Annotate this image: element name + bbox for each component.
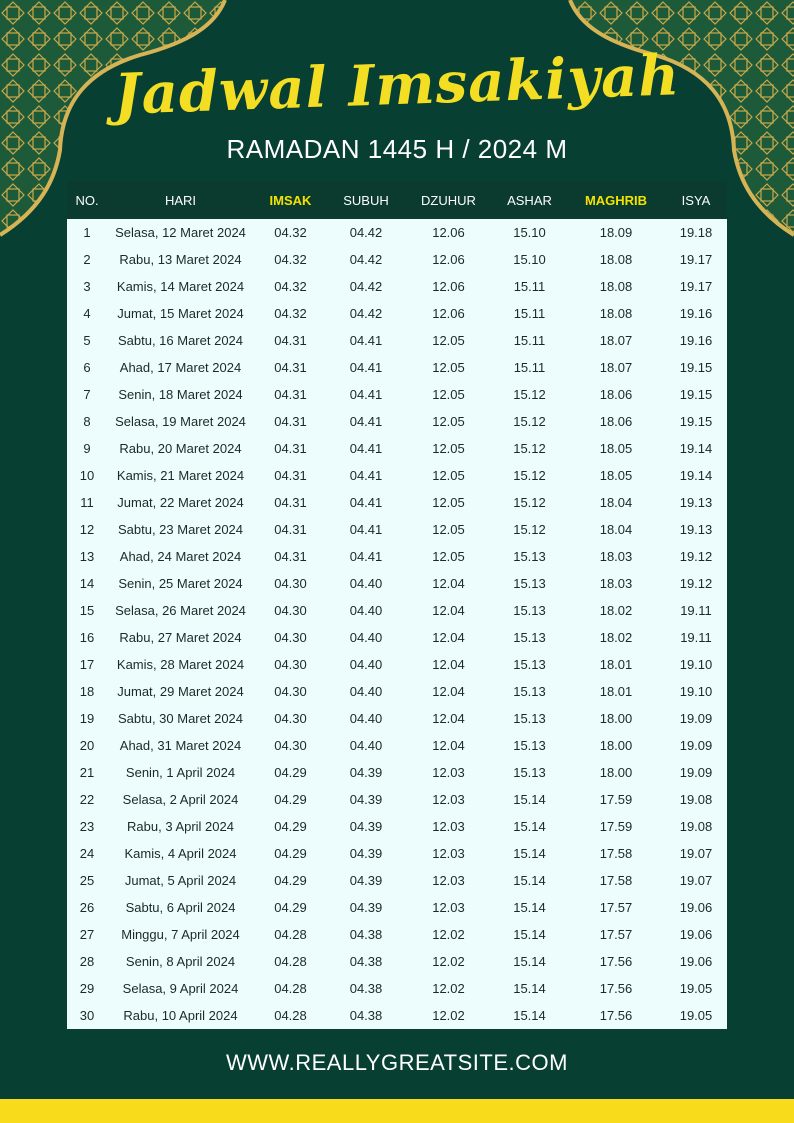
cell-no: 3 bbox=[83, 279, 91, 294]
cell-maghrib: 17.57 bbox=[599, 900, 633, 915]
cell-hari: Selasa, 2 April 2024 bbox=[122, 792, 239, 807]
cell-ashar: 15.12 bbox=[513, 414, 546, 429]
cell-imsak: 04.31 bbox=[274, 414, 307, 429]
cell-maghrib: 17.56 bbox=[599, 1008, 633, 1023]
cell-dzuhur: 12.05 bbox=[432, 441, 465, 456]
cell-subuh: 04.41 bbox=[349, 468, 383, 483]
cell-maghrib: 17.56 bbox=[599, 954, 633, 969]
cell-hari: Rabu, 20 Maret 2024 bbox=[119, 441, 242, 456]
cell-imsak: 04.31 bbox=[274, 495, 307, 510]
cell-imsak: 04.28 bbox=[274, 1008, 307, 1023]
cell-hari: Senin, 18 Maret 2024 bbox=[118, 387, 243, 402]
cell-dzuhur: 12.04 bbox=[432, 576, 465, 591]
cell-imsak: 04.30 bbox=[274, 603, 307, 618]
cell-hari: Rabu, 27 Maret 2024 bbox=[119, 630, 242, 645]
cell-dzuhur: 12.03 bbox=[432, 873, 465, 888]
cell-no: 30 bbox=[79, 1008, 95, 1023]
table-row bbox=[67, 975, 727, 1002]
cell-hari: Ahad, 24 Maret 2024 bbox=[119, 549, 242, 564]
column-header-hari: HARI bbox=[164, 192, 197, 208]
cell-isya: 19.13 bbox=[679, 522, 713, 537]
cell-isya: 19.16 bbox=[679, 306, 713, 321]
cell-ashar: 15.13 bbox=[513, 549, 546, 564]
cell-no: 28 bbox=[79, 954, 95, 969]
column-header-isya: ISYA bbox=[681, 192, 711, 208]
cell-subuh: 04.40 bbox=[349, 738, 383, 753]
website-url: WWW.REALLYGREATSITE.COM bbox=[226, 1050, 568, 1075]
cell-hari: Sabtu, 16 Maret 2024 bbox=[117, 333, 244, 348]
cell-hari: Senin, 25 Maret 2024 bbox=[118, 576, 243, 591]
table-row bbox=[67, 327, 727, 354]
cell-isya: 19.06 bbox=[679, 927, 713, 942]
table-row bbox=[67, 462, 727, 489]
cell-maghrib: 18.04 bbox=[599, 522, 633, 537]
cell-no: 13 bbox=[79, 549, 95, 564]
cell-isya: 19.17 bbox=[679, 279, 713, 294]
column-header-no: NO. bbox=[75, 192, 99, 208]
cell-dzuhur: 12.05 bbox=[432, 522, 465, 537]
cell-no: 25 bbox=[79, 873, 95, 888]
cell-isya: 19.10 bbox=[679, 684, 713, 699]
cell-ashar: 15.13 bbox=[513, 738, 546, 753]
cell-ashar: 15.13 bbox=[513, 765, 546, 780]
cell-dzuhur: 12.06 bbox=[432, 252, 465, 267]
cell-ashar: 15.12 bbox=[513, 522, 546, 537]
cell-subuh: 04.41 bbox=[349, 522, 383, 537]
cell-isya: 19.14 bbox=[679, 468, 713, 483]
cell-imsak: 04.32 bbox=[274, 279, 307, 294]
schedule-table-container bbox=[67, 181, 727, 1029]
table-row bbox=[67, 867, 727, 894]
cell-hari: Minggu, 7 April 2024 bbox=[121, 927, 240, 942]
cell-ashar: 15.13 bbox=[513, 711, 546, 726]
cell-hari: Jumat, 22 Maret 2024 bbox=[117, 495, 244, 510]
cell-subuh: 04.41 bbox=[349, 387, 383, 402]
cell-no: 22 bbox=[79, 792, 95, 807]
cell-imsak: 04.30 bbox=[274, 684, 307, 699]
cell-dzuhur: 12.04 bbox=[432, 684, 465, 699]
cell-imsak: 04.29 bbox=[274, 819, 307, 834]
cell-no: 5 bbox=[83, 333, 91, 348]
cell-imsak: 04.30 bbox=[274, 657, 307, 672]
cell-hari: Jumat, 15 Maret 2024 bbox=[117, 306, 244, 321]
cell-isya: 19.12 bbox=[679, 549, 713, 564]
cell-dzuhur: 12.05 bbox=[432, 549, 465, 564]
cell-imsak: 04.29 bbox=[274, 900, 307, 915]
cell-isya: 19.07 bbox=[679, 846, 713, 861]
table-row bbox=[67, 543, 727, 570]
table-row bbox=[67, 759, 727, 786]
cell-dzuhur: 12.04 bbox=[432, 603, 465, 618]
cell-hari: Rabu, 13 Maret 2024 bbox=[119, 252, 242, 267]
cell-isya: 19.15 bbox=[679, 414, 713, 429]
cell-subuh: 04.41 bbox=[349, 414, 383, 429]
cell-maghrib: 18.07 bbox=[599, 360, 633, 375]
cell-dzuhur: 12.04 bbox=[432, 630, 465, 645]
cell-isya: 19.14 bbox=[679, 441, 713, 456]
cell-ashar: 15.14 bbox=[513, 900, 546, 915]
cell-maghrib: 17.59 bbox=[599, 819, 633, 834]
cell-imsak: 04.29 bbox=[274, 846, 307, 861]
table-row bbox=[67, 894, 727, 921]
cell-subuh: 04.40 bbox=[349, 603, 383, 618]
cell-no: 2 bbox=[83, 252, 91, 267]
cell-subuh: 04.40 bbox=[349, 630, 383, 645]
table-row bbox=[67, 408, 727, 435]
cell-isya: 19.17 bbox=[679, 252, 713, 267]
cell-no: 6 bbox=[83, 360, 91, 375]
cell-dzuhur: 12.06 bbox=[432, 306, 465, 321]
cell-subuh: 04.42 bbox=[349, 225, 383, 240]
cell-subuh: 04.38 bbox=[349, 1008, 383, 1023]
cell-maghrib: 17.57 bbox=[599, 927, 633, 942]
table-row bbox=[67, 273, 727, 300]
column-header-ashar: ASHAR bbox=[507, 192, 552, 208]
cell-no: 20 bbox=[79, 738, 95, 753]
cell-no: 15 bbox=[79, 603, 95, 618]
cell-dzuhur: 12.06 bbox=[432, 225, 465, 240]
cell-dzuhur: 12.05 bbox=[432, 360, 465, 375]
cell-dzuhur: 12.04 bbox=[432, 738, 465, 753]
cell-imsak: 04.28 bbox=[274, 954, 307, 969]
cell-dzuhur: 12.06 bbox=[432, 279, 465, 294]
cell-hari: Selasa, 19 Maret 2024 bbox=[115, 414, 246, 429]
cell-dzuhur: 12.04 bbox=[432, 711, 465, 726]
cell-dzuhur: 12.02 bbox=[432, 1008, 465, 1023]
table-row bbox=[67, 948, 727, 975]
cell-no: 27 bbox=[79, 927, 95, 942]
cell-imsak: 04.30 bbox=[274, 630, 307, 645]
cell-ashar: 15.14 bbox=[513, 1008, 546, 1023]
cell-imsak: 04.29 bbox=[274, 792, 307, 807]
cell-ashar: 15.12 bbox=[513, 441, 546, 456]
cell-hari: Rabu, 3 April 2024 bbox=[127, 819, 234, 834]
cell-subuh: 04.42 bbox=[349, 252, 383, 267]
cell-dzuhur: 12.02 bbox=[432, 954, 465, 969]
cell-maghrib: 18.03 bbox=[599, 576, 633, 591]
cell-hari: Selasa, 12 Maret 2024 bbox=[115, 225, 246, 240]
cell-isya: 19.05 bbox=[679, 981, 713, 996]
cell-subuh: 04.39 bbox=[349, 819, 383, 834]
cell-isya: 19.08 bbox=[679, 819, 713, 834]
cell-dzuhur: 12.05 bbox=[432, 387, 465, 402]
cell-isya: 19.15 bbox=[679, 387, 713, 402]
cell-no: 7 bbox=[83, 387, 91, 402]
cell-imsak: 04.28 bbox=[274, 981, 307, 996]
cell-ashar: 15.14 bbox=[513, 819, 546, 834]
cell-maghrib: 18.04 bbox=[599, 495, 633, 510]
cell-maghrib: 18.07 bbox=[599, 333, 633, 348]
table-row bbox=[67, 813, 727, 840]
cell-hari: Senin, 1 April 2024 bbox=[125, 765, 236, 780]
cell-no: 24 bbox=[79, 846, 95, 861]
cell-maghrib: 17.58 bbox=[599, 846, 633, 861]
cell-subuh: 04.41 bbox=[349, 495, 383, 510]
cell-ashar: 15.13 bbox=[513, 657, 546, 672]
cell-ashar: 15.14 bbox=[513, 792, 546, 807]
cell-dzuhur: 12.05 bbox=[432, 333, 465, 348]
cell-hari: Sabtu, 6 April 2024 bbox=[125, 900, 236, 915]
cell-maghrib: 18.01 bbox=[599, 657, 633, 672]
cell-dzuhur: 12.04 bbox=[432, 657, 465, 672]
table-row bbox=[67, 921, 727, 948]
cell-maghrib: 18.05 bbox=[599, 468, 633, 483]
cell-hari: Rabu, 10 April 2024 bbox=[123, 1008, 238, 1023]
cell-subuh: 04.41 bbox=[349, 360, 383, 375]
cell-no: 26 bbox=[79, 900, 95, 915]
cell-imsak: 04.31 bbox=[274, 360, 307, 375]
cell-subuh: 04.38 bbox=[349, 927, 383, 942]
cell-subuh: 04.39 bbox=[349, 900, 383, 915]
cell-imsak: 04.31 bbox=[274, 549, 307, 564]
cell-maghrib: 18.08 bbox=[599, 306, 633, 321]
cell-isya: 19.16 bbox=[679, 333, 713, 348]
cell-hari: Ahad, 17 Maret 2024 bbox=[119, 360, 242, 375]
page-subtitle: RAMADAN 1445 H / 2024 M bbox=[226, 134, 568, 164]
table-row bbox=[67, 651, 727, 678]
cell-dzuhur: 12.05 bbox=[432, 495, 465, 510]
page-title: Jadwal Imsakiyah bbox=[112, 42, 682, 128]
cell-no: 23 bbox=[79, 819, 95, 834]
cell-isya: 19.07 bbox=[679, 873, 713, 888]
column-header-maghrib: MAGHRIB bbox=[584, 192, 648, 208]
cell-no: 10 bbox=[79, 468, 95, 483]
cell-ashar: 15.11 bbox=[513, 306, 546, 321]
table-row bbox=[67, 381, 727, 408]
cell-imsak: 04.30 bbox=[274, 711, 307, 726]
cell-dzuhur: 12.02 bbox=[432, 981, 465, 996]
cell-maghrib: 18.02 bbox=[599, 603, 633, 618]
cell-maghrib: 18.05 bbox=[599, 441, 633, 456]
cell-no: 19 bbox=[79, 711, 95, 726]
cell-hari: Selasa, 9 April 2024 bbox=[122, 981, 239, 996]
cell-maghrib: 17.56 bbox=[599, 981, 633, 996]
cell-maghrib: 18.02 bbox=[599, 630, 633, 645]
cell-hari: Kamis, 28 Maret 2024 bbox=[116, 657, 245, 672]
cell-ashar: 15.13 bbox=[513, 576, 546, 591]
cell-isya: 19.18 bbox=[679, 225, 713, 240]
cell-dzuhur: 12.03 bbox=[432, 792, 465, 807]
cell-maghrib: 18.06 bbox=[599, 414, 633, 429]
cell-maghrib: 18.08 bbox=[599, 279, 633, 294]
cell-isya: 19.09 bbox=[679, 765, 713, 780]
cell-isya: 19.08 bbox=[679, 792, 713, 807]
cell-isya: 19.11 bbox=[680, 603, 712, 618]
cell-ashar: 15.12 bbox=[513, 495, 546, 510]
table-row bbox=[67, 786, 727, 813]
cell-subuh: 04.39 bbox=[349, 765, 383, 780]
cell-hari: Jumat, 5 April 2024 bbox=[124, 873, 237, 888]
table-row bbox=[67, 219, 727, 246]
cell-maghrib: 17.58 bbox=[599, 873, 633, 888]
table-row bbox=[67, 840, 727, 867]
column-header-imsak: IMSAK bbox=[269, 192, 312, 208]
cell-isya: 19.15 bbox=[679, 360, 713, 375]
cell-isya: 19.09 bbox=[679, 711, 713, 726]
column-header-dzuhur: DZUHUR bbox=[421, 192, 476, 208]
cell-hari: Kamis, 21 Maret 2024 bbox=[116, 468, 245, 483]
table-row bbox=[67, 246, 727, 273]
cell-subuh: 04.40 bbox=[349, 684, 383, 699]
cell-isya: 19.05 bbox=[679, 1008, 713, 1023]
cell-ashar: 15.11 bbox=[513, 333, 546, 348]
table-row bbox=[67, 516, 727, 543]
table-row bbox=[67, 1002, 727, 1029]
cell-isya: 19.11 bbox=[680, 630, 712, 645]
cell-imsak: 04.32 bbox=[274, 306, 307, 321]
table-header-row bbox=[67, 181, 727, 219]
cell-ashar: 15.11 bbox=[513, 360, 546, 375]
cell-imsak: 04.32 bbox=[274, 252, 307, 267]
cell-imsak: 04.31 bbox=[274, 522, 307, 537]
table-row bbox=[67, 705, 727, 732]
cell-imsak: 04.30 bbox=[274, 738, 307, 753]
cell-ashar: 15.12 bbox=[513, 468, 546, 483]
cell-subuh: 04.38 bbox=[349, 981, 383, 996]
cell-hari: Kamis, 4 April 2024 bbox=[124, 846, 237, 861]
cell-ashar: 15.14 bbox=[513, 846, 546, 861]
cell-imsak: 04.28 bbox=[274, 927, 307, 942]
cell-imsak: 04.31 bbox=[274, 333, 307, 348]
cell-no: 18 bbox=[79, 684, 95, 699]
cell-subuh: 04.42 bbox=[349, 279, 383, 294]
table-row bbox=[67, 570, 727, 597]
cell-maghrib: 18.00 bbox=[599, 738, 633, 753]
cell-imsak: 04.32 bbox=[274, 225, 307, 240]
table-row bbox=[67, 489, 727, 516]
table-body bbox=[67, 219, 727, 1029]
cell-isya: 19.09 bbox=[679, 738, 713, 753]
cell-ashar: 15.14 bbox=[513, 981, 546, 996]
cell-ashar: 15.14 bbox=[513, 873, 546, 888]
cell-subuh: 04.41 bbox=[349, 549, 383, 564]
cell-dzuhur: 12.05 bbox=[432, 414, 465, 429]
cell-hari: Senin, 8 April 2024 bbox=[125, 954, 236, 969]
cell-subuh: 04.40 bbox=[349, 657, 383, 672]
cell-subuh: 04.39 bbox=[349, 792, 383, 807]
cell-dzuhur: 12.03 bbox=[432, 819, 465, 834]
cell-subuh: 04.38 bbox=[349, 954, 383, 969]
cell-subuh: 04.39 bbox=[349, 873, 383, 888]
cell-subuh: 04.41 bbox=[349, 333, 383, 348]
cell-ashar: 15.13 bbox=[513, 630, 546, 645]
cell-imsak: 04.31 bbox=[274, 441, 307, 456]
cell-dzuhur: 12.03 bbox=[432, 846, 465, 861]
table-row bbox=[67, 732, 727, 759]
cell-dzuhur: 12.03 bbox=[432, 765, 465, 780]
cell-maghrib: 18.08 bbox=[599, 252, 633, 267]
cell-imsak: 04.29 bbox=[274, 873, 307, 888]
cell-ashar: 15.12 bbox=[513, 387, 546, 402]
cell-isya: 19.12 bbox=[679, 576, 713, 591]
cell-dzuhur: 12.03 bbox=[432, 900, 465, 915]
cell-no: 1 bbox=[83, 225, 91, 240]
cell-ashar: 15.13 bbox=[513, 684, 546, 699]
cell-isya: 19.10 bbox=[679, 657, 713, 672]
cell-maghrib: 18.09 bbox=[599, 225, 633, 240]
cell-maghrib: 18.03 bbox=[599, 549, 633, 564]
cell-ashar: 15.10 bbox=[513, 225, 546, 240]
column-header-subuh: SUBUH bbox=[343, 192, 389, 208]
cell-no: 17 bbox=[79, 657, 95, 672]
cell-no: 11 bbox=[80, 495, 94, 510]
schedule-table bbox=[67, 181, 727, 1029]
cell-no: 9 bbox=[83, 441, 91, 456]
cell-subuh: 04.42 bbox=[349, 306, 383, 321]
cell-subuh: 04.40 bbox=[349, 576, 383, 591]
cell-maghrib: 18.00 bbox=[599, 765, 633, 780]
cell-ashar: 15.14 bbox=[513, 927, 546, 942]
cell-subuh: 04.41 bbox=[349, 441, 383, 456]
cell-maghrib: 18.00 bbox=[599, 711, 633, 726]
cell-subuh: 04.40 bbox=[349, 711, 383, 726]
cell-ashar: 15.13 bbox=[513, 603, 546, 618]
bottom-accent-bar bbox=[0, 1099, 794, 1123]
cell-no: 21 bbox=[79, 765, 95, 780]
cell-no: 4 bbox=[83, 306, 91, 321]
cell-no: 12 bbox=[79, 522, 95, 537]
table-row bbox=[67, 354, 727, 381]
cell-imsak: 04.31 bbox=[274, 387, 307, 402]
cell-dzuhur: 12.05 bbox=[432, 468, 465, 483]
cell-no: 14 bbox=[79, 576, 95, 591]
cell-no: 16 bbox=[79, 630, 95, 645]
cell-hari: Kamis, 14 Maret 2024 bbox=[116, 279, 245, 294]
cell-subuh: 04.39 bbox=[349, 846, 383, 861]
cell-hari: Sabtu, 30 Maret 2024 bbox=[117, 711, 244, 726]
cell-imsak: 04.29 bbox=[274, 765, 307, 780]
cell-maghrib: 17.59 bbox=[599, 792, 633, 807]
cell-hari: Ahad, 31 Maret 2024 bbox=[119, 738, 242, 753]
cell-hari: Selasa, 26 Maret 2024 bbox=[115, 603, 246, 618]
table-row bbox=[67, 624, 727, 651]
cell-imsak: 04.30 bbox=[274, 576, 307, 591]
table-row bbox=[67, 300, 727, 327]
cell-isya: 19.06 bbox=[679, 954, 713, 969]
cell-dzuhur: 12.02 bbox=[432, 927, 465, 942]
table-row bbox=[67, 597, 727, 624]
cell-imsak: 04.31 bbox=[274, 468, 307, 483]
cell-no: 8 bbox=[83, 414, 91, 429]
table-row bbox=[67, 678, 727, 705]
cell-isya: 19.13 bbox=[679, 495, 713, 510]
cell-ashar: 15.10 bbox=[513, 252, 546, 267]
table-row bbox=[67, 435, 727, 462]
cell-maghrib: 18.01 bbox=[599, 684, 633, 699]
cell-ashar: 15.14 bbox=[513, 954, 546, 969]
cell-hari: Sabtu, 23 Maret 2024 bbox=[117, 522, 244, 537]
cell-isya: 19.06 bbox=[679, 900, 713, 915]
cell-no: 29 bbox=[79, 981, 95, 996]
cell-ashar: 15.11 bbox=[513, 279, 546, 294]
cell-maghrib: 18.06 bbox=[599, 387, 633, 402]
cell-hari: Jumat, 29 Maret 2024 bbox=[117, 684, 244, 699]
